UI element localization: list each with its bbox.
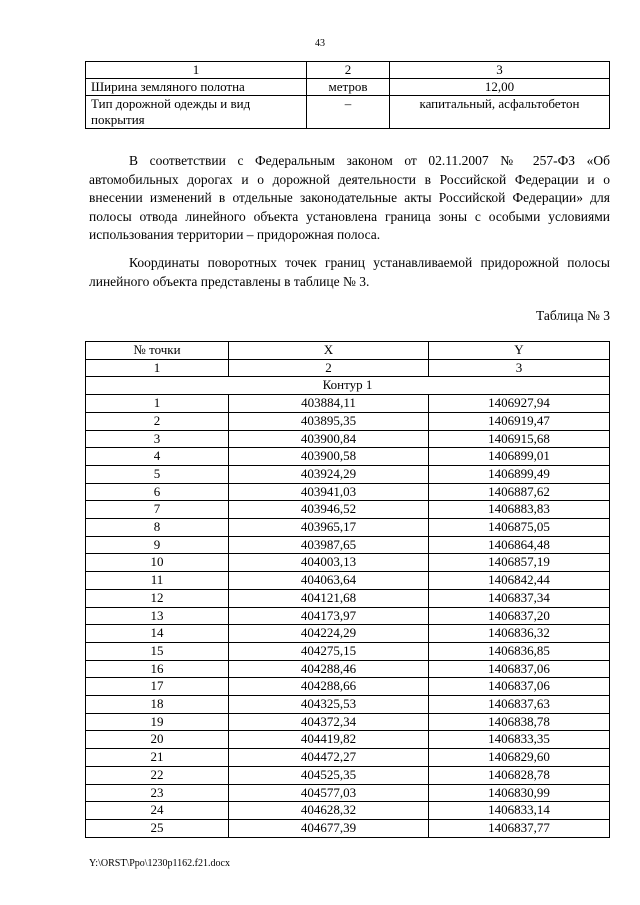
table-row	[86, 96, 610, 129]
road-parameters-table	[85, 61, 610, 129]
y-coordinate: 1406829,60	[429, 749, 610, 767]
y-coordinate: 1406836,85	[429, 642, 610, 660]
parameter-unit: метров	[307, 79, 390, 96]
y-coordinate: 1406915,68	[429, 430, 610, 448]
table-row	[86, 483, 610, 501]
point-number: 23	[86, 784, 229, 802]
y-coordinate: 1406830,99	[429, 784, 610, 802]
y-coordinate: 1406837,06	[429, 660, 610, 678]
table-row	[86, 731, 610, 749]
x-coordinate: 404419,82	[229, 731, 429, 749]
x-coordinate: 403884,11	[229, 395, 429, 413]
table-header-row	[86, 342, 610, 360]
table-row	[86, 554, 610, 572]
point-number: 4	[86, 448, 229, 466]
x-coordinate: 403965,17	[229, 519, 429, 537]
header-point-number: № точки	[86, 342, 229, 360]
y-coordinate: 1406828,78	[429, 766, 610, 784]
x-coordinate: 403987,65	[229, 536, 429, 554]
y-coordinate: 1406837,77	[429, 819, 610, 837]
table-row	[86, 501, 610, 519]
point-number: 5	[86, 465, 229, 483]
table-row	[86, 766, 610, 784]
point-number: 10	[86, 554, 229, 572]
y-coordinate: 1406883,83	[429, 501, 610, 519]
table-row	[86, 749, 610, 767]
point-number: 3	[86, 430, 229, 448]
body-paragraph: В соответствии с Федеральным законом от 02.11.2007 № 257-ФЗ «Об автомобильных дорогах и о дорожной деятельности в Российской Федерации и о внесении изменений в отдельные законодательные акты Российской Федерации» для полосы отвода линейного объекта установлена граница зоны с особыми условиями использования территории – придорожная полоса.	[89, 153, 610, 242]
point-number: 9	[86, 536, 229, 554]
parameter-name: Ширина земляного полотна	[86, 79, 307, 96]
point-number: 24	[86, 802, 229, 820]
y-coordinate: 1406833,35	[429, 731, 610, 749]
point-number: 6	[86, 483, 229, 501]
point-number: 11	[86, 572, 229, 590]
y-coordinate: 1406887,62	[429, 483, 610, 501]
x-coordinate: 404224,29	[229, 625, 429, 643]
parameter-value: 12,00	[390, 79, 610, 96]
y-coordinate: 1406836,32	[429, 625, 610, 643]
table-row	[86, 660, 610, 678]
table-row	[86, 465, 610, 483]
x-coordinate: 404628,32	[229, 802, 429, 820]
point-number: 17	[86, 678, 229, 696]
x-coordinate: 403924,29	[229, 465, 429, 483]
y-coordinate: 1406899,01	[429, 448, 610, 466]
x-coordinate: 404173,97	[229, 607, 429, 625]
point-number: 8	[86, 519, 229, 537]
table-caption: Таблица № 3	[536, 308, 610, 323]
y-coordinate: 1406837,34	[429, 589, 610, 607]
header-y: Y	[429, 342, 610, 360]
x-coordinate: 404677,39	[229, 819, 429, 837]
y-coordinate: 1406927,94	[429, 395, 610, 413]
coordinates-table	[85, 341, 610, 838]
table-row	[86, 536, 610, 554]
y-coordinate: 1406857,19	[429, 554, 610, 572]
y-coordinate: 1406837,20	[429, 607, 610, 625]
point-number: 21	[86, 749, 229, 767]
x-coordinate: 404063,64	[229, 572, 429, 590]
contour-row	[86, 377, 610, 395]
table-row	[86, 642, 610, 660]
header-x: X	[229, 342, 429, 360]
page-number: 43	[315, 38, 325, 49]
x-coordinate: 404121,68	[229, 589, 429, 607]
x-coordinate: 404525,35	[229, 766, 429, 784]
point-number: 1	[86, 395, 229, 413]
table-row	[86, 589, 610, 607]
point-number: 22	[86, 766, 229, 784]
column-numbering-row	[86, 359, 610, 377]
point-number: 13	[86, 607, 229, 625]
x-coordinate: 403941,03	[229, 483, 429, 501]
point-number: 14	[86, 625, 229, 643]
x-coordinate: 404577,03	[229, 784, 429, 802]
table-row	[86, 79, 610, 96]
point-number: 20	[86, 731, 229, 749]
table-row	[86, 713, 610, 731]
parameter-unit: –	[307, 96, 390, 129]
x-coordinate: 403946,52	[229, 501, 429, 519]
y-coordinate: 1406875,05	[429, 519, 610, 537]
point-number: 18	[86, 696, 229, 714]
y-coordinate: 1406837,63	[429, 696, 610, 714]
table-row	[86, 448, 610, 466]
column-number: 1	[86, 359, 229, 377]
x-coordinate: 404003,13	[229, 554, 429, 572]
table-row	[86, 519, 610, 537]
point-number: 2	[86, 412, 229, 430]
table-row	[86, 696, 610, 714]
column-number: 3	[429, 359, 610, 377]
column-number: 2	[229, 359, 429, 377]
point-number: 7	[86, 501, 229, 519]
table-row	[86, 678, 610, 696]
x-coordinate: 404372,34	[229, 713, 429, 731]
x-coordinate: 403900,84	[229, 430, 429, 448]
file-path-footer: Y:\ORST\Ppo\1230p1162.f21.docx	[89, 858, 230, 869]
contour-label: Контур 1	[86, 377, 610, 395]
y-coordinate: 1406864,48	[429, 536, 610, 554]
parameter-value: капитальный, асфальтобетон	[390, 96, 610, 129]
x-coordinate: 404325,53	[229, 696, 429, 714]
y-coordinate: 1406919,47	[429, 412, 610, 430]
point-number: 12	[86, 589, 229, 607]
table-row	[86, 607, 610, 625]
x-coordinate: 403895,35	[229, 412, 429, 430]
table-row	[86, 625, 610, 643]
table-row	[86, 395, 610, 413]
x-coordinate: 404288,66	[229, 678, 429, 696]
table-row	[86, 819, 610, 837]
y-coordinate: 1406842,44	[429, 572, 610, 590]
table-header-row	[86, 62, 610, 79]
x-coordinate: 404472,27	[229, 749, 429, 767]
x-coordinate: 404288,46	[229, 660, 429, 678]
point-number: 25	[86, 819, 229, 837]
x-coordinate: 404275,15	[229, 642, 429, 660]
table-row	[86, 572, 610, 590]
x-coordinate: 403900,58	[229, 448, 429, 466]
parameter-name: Тип дорожной одежды и вид покрытия	[86, 96, 307, 129]
y-coordinate: 1406899,49	[429, 465, 610, 483]
y-coordinate: 1406833,14	[429, 802, 610, 820]
y-coordinate: 1406838,78	[429, 713, 610, 731]
table-row	[86, 412, 610, 430]
table-row	[86, 430, 610, 448]
header-cell: 1	[86, 62, 307, 79]
point-number: 16	[86, 660, 229, 678]
body-paragraph: Координаты поворотных точек границ устанавливаемой придорожной полосы линейного объекта представлены в таблице № 3.	[89, 255, 610, 289]
y-coordinate: 1406837,06	[429, 678, 610, 696]
table-row	[86, 784, 610, 802]
header-cell: 3	[390, 62, 610, 79]
point-number: 19	[86, 713, 229, 731]
table-row	[86, 802, 610, 820]
point-number: 15	[86, 642, 229, 660]
header-cell: 2	[307, 62, 390, 79]
